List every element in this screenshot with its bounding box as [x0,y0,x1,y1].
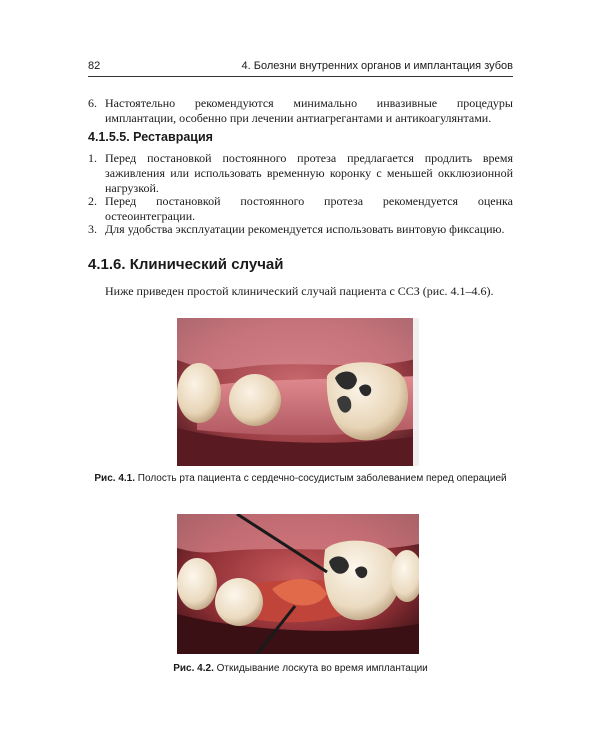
chapter-title: 4. Болезни внутренних органов и имплантация зубов [241,60,513,72]
dental-photo-before-surgery [177,318,419,466]
list-item [88,96,513,126]
page-number: 82 [88,60,101,72]
list-item [88,194,513,224]
section-heading-restoration: 4.1.5.5. Реставрация [88,130,213,144]
figure-caption-text: Откидывание лоскута во время имплантации [216,663,428,674]
figure-label: Рис. 4.2. [173,663,214,674]
list-item-text: Для удобства эксплуатации рекомендуется использовать винтовую фиксацию. [105,222,505,236]
figure-4-2-photo [177,514,419,654]
section-heading-clinical-case: 4.1.6. Клинический случай [88,256,284,273]
figure-4-1-caption [88,472,513,485]
intro-paragraph: Ниже приведен простой клинический случай пациента с ССЗ (рис. 4.1–4.6). [105,284,494,298]
figure-caption-text: Полость рта пациента с сердечно-сосудистым заболеванием перед операцией [137,473,507,484]
list-item-number: 2. [88,194,97,208]
list-item-text: Перед постановкой постоянного протеза рекомендуется оценка остеоинтеграции. [105,194,513,223]
list-item-text: Перед постановкой постоянного протеза предлагается продлить время заживления или использовать временную коронку с меньшей окклюзионной нагрузкой. [105,151,513,195]
list-item [88,151,513,196]
list-item [88,222,513,237]
figure-4-1-photo [177,318,419,466]
figure-label: Рис. 4.1. [94,473,136,484]
dental-photo-flap-elevation [177,514,419,654]
list-item-number: 3. [88,222,97,236]
figure-4-2-caption [88,662,513,675]
list-item-number: 1. [88,151,97,165]
list-item-number: 6. [88,96,97,110]
list-item-text: Настоятельно рекомендуются минимально инвазивные процедуры имплантации, особенно при лечении антиагрегантами и антикоагулянтами. [105,96,513,125]
running-head [88,58,513,77]
